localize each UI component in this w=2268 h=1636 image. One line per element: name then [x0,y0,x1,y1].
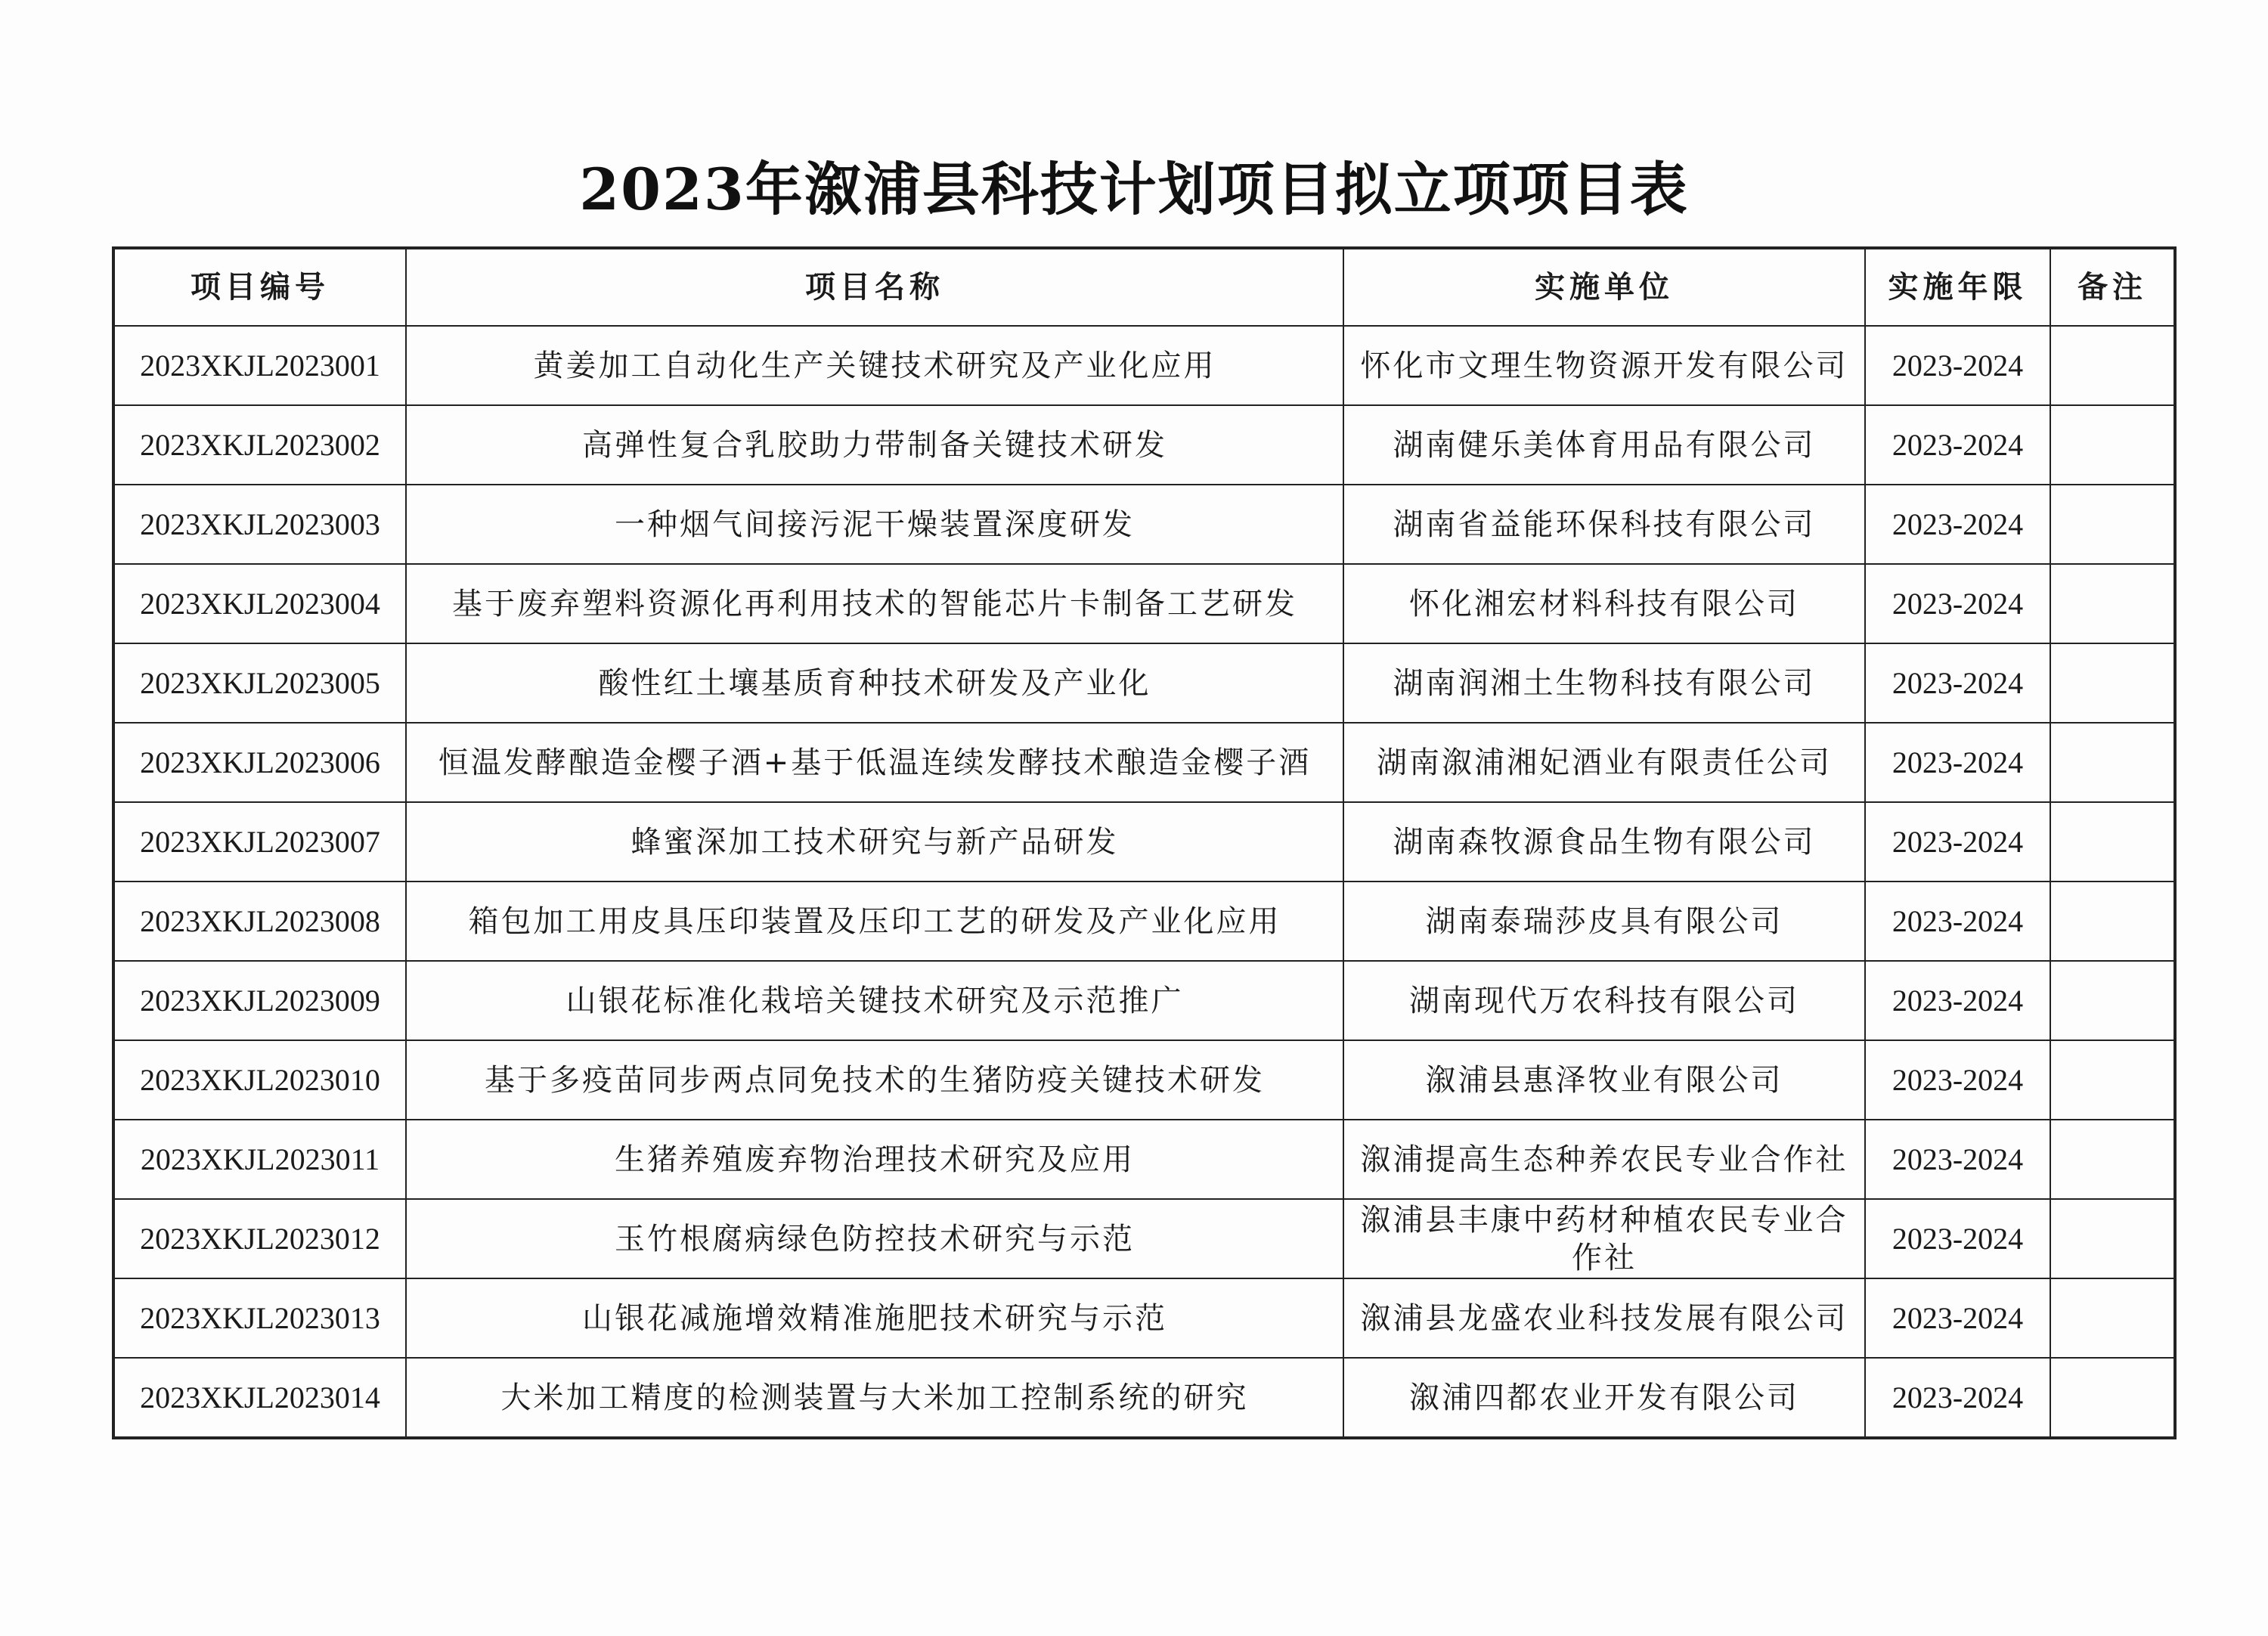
project-unit: 湖南健乐美体育用品有限公司 [1343,405,1865,485]
project-table [112,246,2177,1439]
project-period: 2023-2024 [1865,802,2050,882]
project-remark [2050,326,2175,405]
page-title: 2023年溆浦县科技计划项目拟立项项目表 [579,156,1689,223]
project-remark [2050,802,2175,882]
project-unit: 溆浦四都农业开发有限公司 [1343,1358,1865,1438]
project-name: 生猪养殖废弃物治理技术研究及应用 [406,1120,1343,1199]
project-unit: 怀化湘宏材料科技有限公司 [1343,564,1865,643]
project-period: 2023-2024 [1865,1040,2050,1120]
project-unit: 怀化市文理生物资源开发有限公司 [1343,326,1865,405]
project-period: 2023-2024 [1865,485,2050,564]
project-name: 一种烟气间接污泥干燥装置深度研发 [406,485,1343,564]
table-row [113,485,2175,564]
table-row [113,326,2175,405]
project-unit: 湖南省益能环保科技有限公司 [1343,485,1865,564]
table-row [113,1278,2175,1358]
project-name: 山银花标准化栽培关键技术研究及示范推广 [406,961,1343,1040]
project-code: 2023XKJL2023012 [113,1199,406,1278]
table-row [113,723,2175,802]
project-remark [2050,1199,2175,1278]
project-code: 2023XKJL2023006 [113,723,406,802]
project-code: 2023XKJL2023008 [113,882,406,961]
project-unit: 溆浦提高生态种养农民专业合作社 [1343,1120,1865,1199]
project-remark [2050,1278,2175,1358]
table-row [113,564,2175,643]
table-row [113,1358,2175,1438]
header-unit: 实施单位 [1343,248,1865,326]
project-remark [2050,643,2175,723]
project-remark [2050,961,2175,1040]
project-period: 2023-2024 [1865,961,2050,1040]
table-row [113,1199,2175,1278]
table-row [113,1120,2175,1199]
project-unit: 溆浦县丰康中药材种植农民专业合作社 [1343,1199,1865,1278]
project-remark [2050,1120,2175,1199]
table-row [113,802,2175,882]
project-period: 2023-2024 [1865,326,2050,405]
header-name: 项目名称 [406,248,1343,326]
project-code: 2023XKJL2023004 [113,564,406,643]
project-name: 酸性红土壤基质育种技术研发及产业化 [406,643,1343,723]
project-code: 2023XKJL2023009 [113,961,406,1040]
project-code: 2023XKJL2023011 [113,1120,406,1199]
project-code: 2023XKJL2023001 [113,326,406,405]
project-period: 2023-2024 [1865,564,2050,643]
project-name: 黄姜加工自动化生产关键技术研究及产业化应用 [406,326,1343,405]
project-period: 2023-2024 [1865,1278,2050,1358]
project-remark [2050,882,2175,961]
project-remark [2050,723,2175,802]
project-period: 2023-2024 [1865,1358,2050,1438]
table-row [113,1040,2175,1120]
project-unit: 湖南溆浦湘妃酒业有限责任公司 [1343,723,1865,802]
project-period: 2023-2024 [1865,1120,2050,1199]
table-row [113,882,2175,961]
project-unit: 湖南森牧源食品生物有限公司 [1343,802,1865,882]
project-code: 2023XKJL2023005 [113,643,406,723]
project-name: 玉竹根腐病绿色防控技术研究与示范 [406,1199,1343,1278]
project-name: 箱包加工用皮具压印装置及压印工艺的研发及产业化应用 [406,882,1343,961]
project-unit: 湖南润湘土生物科技有限公司 [1343,643,1865,723]
project-code: 2023XKJL2023007 [113,802,406,882]
project-unit: 湖南泰瑞莎皮具有限公司 [1343,882,1865,961]
project-remark [2050,485,2175,564]
project-unit: 溆浦县惠泽牧业有限公司 [1343,1040,1865,1120]
project-name: 恒温发酵酿造金樱子酒+基于低温连续发酵技术酿造金樱子酒 [406,723,1343,802]
project-period: 2023-2024 [1865,882,2050,961]
project-period: 2023-2024 [1865,1199,2050,1278]
project-code: 2023XKJL2023002 [113,405,406,485]
project-period: 2023-2024 [1865,405,2050,485]
header-remark: 备注 [2050,248,2175,326]
project-code: 2023XKJL2023013 [113,1278,406,1358]
header-code: 项目编号 [113,248,406,326]
project-period: 2023-2024 [1865,723,2050,802]
project-remark [2050,405,2175,485]
header-period: 实施年限 [1865,248,2050,326]
project-name: 蜂蜜深加工技术研究与新产品研发 [406,802,1343,882]
project-name: 基于多疫苗同步两点同免技术的生猪防疫关键技术研发 [406,1040,1343,1120]
project-code: 2023XKJL2023003 [113,485,406,564]
project-period: 2023-2024 [1865,643,2050,723]
project-code: 2023XKJL2023014 [113,1358,406,1438]
table-row [113,961,2175,1040]
project-name: 大米加工精度的检测装置与大米加工控制系统的研究 [406,1358,1343,1438]
table-row [113,643,2175,723]
project-remark [2050,1358,2175,1438]
project-unit: 溆浦县龙盛农业科技发展有限公司 [1343,1278,1865,1358]
project-name: 基于废弃塑料资源化再利用技术的智能芯片卡制备工艺研发 [406,564,1343,643]
project-unit: 湖南现代万农科技有限公司 [1343,961,1865,1040]
project-remark [2050,1040,2175,1120]
table-header-row [113,248,2175,326]
project-remark [2050,564,2175,643]
project-name: 高弹性复合乳胶助力带制备关键技术研发 [406,405,1343,485]
project-name: 山银花减施增效精准施肥技术研究与示范 [406,1278,1343,1358]
table-row [113,405,2175,485]
project-code: 2023XKJL2023010 [113,1040,406,1120]
